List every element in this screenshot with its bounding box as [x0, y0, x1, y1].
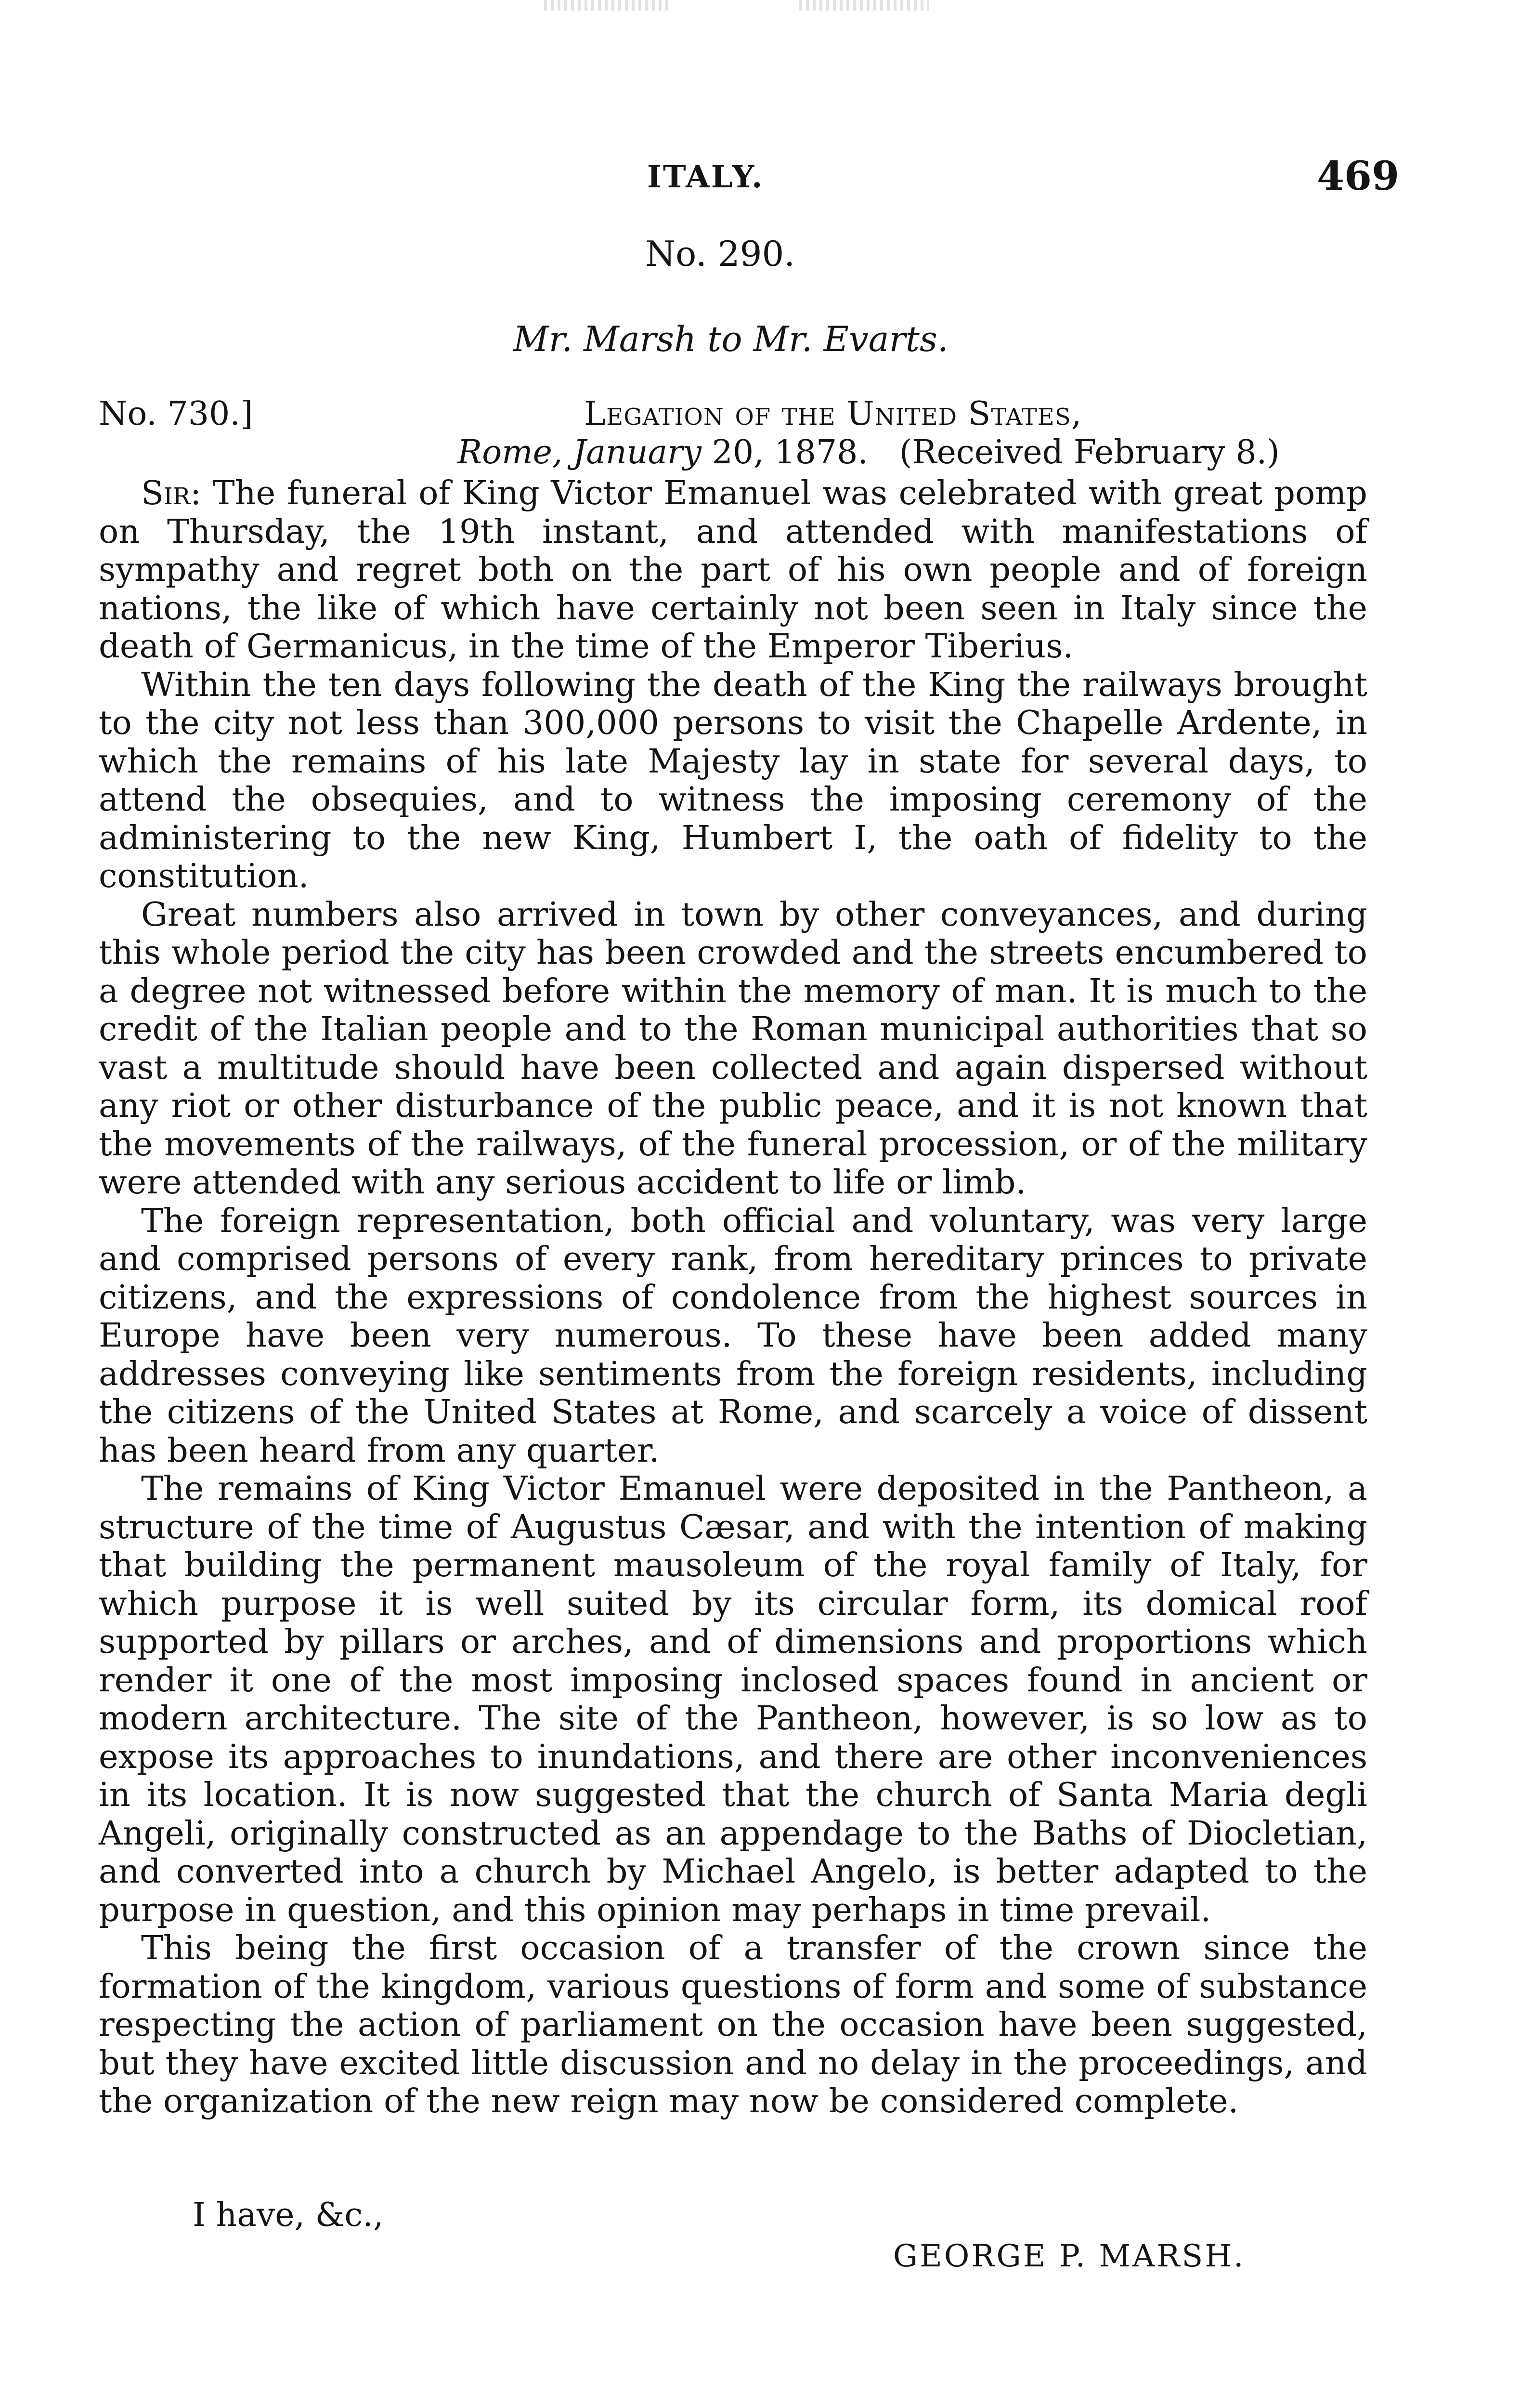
paragraph-text: : The funeral of King Victor Emanuel was celebrated with great pomp on Thursday, the 19th instant, and attended with manifestations of sympathy and regret both on the part of his own people and of foreign nations, the like of which have certainly not been seen in Italy since the death of Germanicus, in the time of the Emperor Tiberius.: [99, 474, 1367, 666]
scan-smudge: [544, 0, 669, 11]
page-number: 469: [1317, 153, 1400, 199]
dateline-place-date: Rome, January: [457, 433, 702, 471]
dateline: [457, 433, 1280, 471]
letter-body: [99, 474, 1367, 2121]
legation-heading: Legation of the United States,: [584, 395, 1082, 433]
paragraph: The foreign representation, both official and voluntary, was very large and comprised persons of every rank, from hereditary princes to private citizens, and the expressions of condolence from the highest sources in Europe have been very numerous. To these have been added many addresses conveying like sentiments from the foreign residents, including the citizens of the United States at Rome, and scarcely a voice of dissent has been heard from any quarter.: [99, 1201, 1367, 1470]
complimentary-close: I have, &c.,: [193, 2196, 384, 2234]
scan-smudge: [799, 0, 929, 11]
paragraph: The remains of King Victor Emanuel were deposited in the Pantheon, a structure of the time of Augustus Cæsar, and with the intention of making that building the permanent mausoleum of the royal family of Italy, for which purpose it is well suited by its circular form, its domical roof supported by pillars or arches, and of dimensions and proportions which render it one of the most imposing inclosed spaces found in ancient or modern architecture. The site of the Pantheon, however, is so low as to expose its approaches to inundations, and there are other inconveniences in its location. It is now suggested that the church of Santa Maria degli Angeli, originally constructed as an appendage to the Baths of Diocletian, and converted into a church by Michael Angelo, is better adapted to the purpose in question, and this opinion may perhaps in time prevail.: [99, 1469, 1367, 1929]
paragraph: Within the ten days following the death of the King the railways brought to the city not less than 300,000 persons to visit the Chapelle Ardente, in which the remains of his late Majesty lay in state for several days, to attend the obsequies, and to witness the imposing ceremony of the administering to the new King, Humbert I, the oath of fidelity to the constitution.: [99, 665, 1367, 895]
dispatch-number: No. 730.]: [99, 395, 253, 433]
document-number: No. 290.: [645, 234, 795, 274]
paragraph: This being the first occasion of a transfer of the crown since the formation of the kingdom, various questions of form and some of substance respecting the action of parliament on the occasion have been suggested, but they have excited little discussion and no delay in the proceedings, and the organization of the new reign may now be considered complete.: [99, 1929, 1367, 2120]
running-head: ITALY.: [647, 159, 764, 195]
paragraph: [99, 474, 1367, 666]
salutation: Sir: [141, 474, 191, 512]
signature: GEORGE P. MARSH.: [893, 2238, 1246, 2274]
dateline-date-rest: 20, 1878.: [701, 433, 868, 471]
document-title: Mr. Marsh to Mr. Evarts.: [513, 319, 948, 359]
paragraph: Great numbers also arrived in town by other conveyances, and during this whole period the city has been crowded and the streets encumbered to a degree not witnessed before within the memory of man. It is much to the credit of the Italian people and to the Roman municipal authorities that so vast a multitude should have been collected and again dispersed without any riot or other disturbance of the public peace, and it is not known that the movements of the railways, of the funeral procession, or of the military were attended with any serious accident to life or limb.: [99, 895, 1367, 1202]
dateline-received: (Received February 8.): [899, 433, 1280, 471]
